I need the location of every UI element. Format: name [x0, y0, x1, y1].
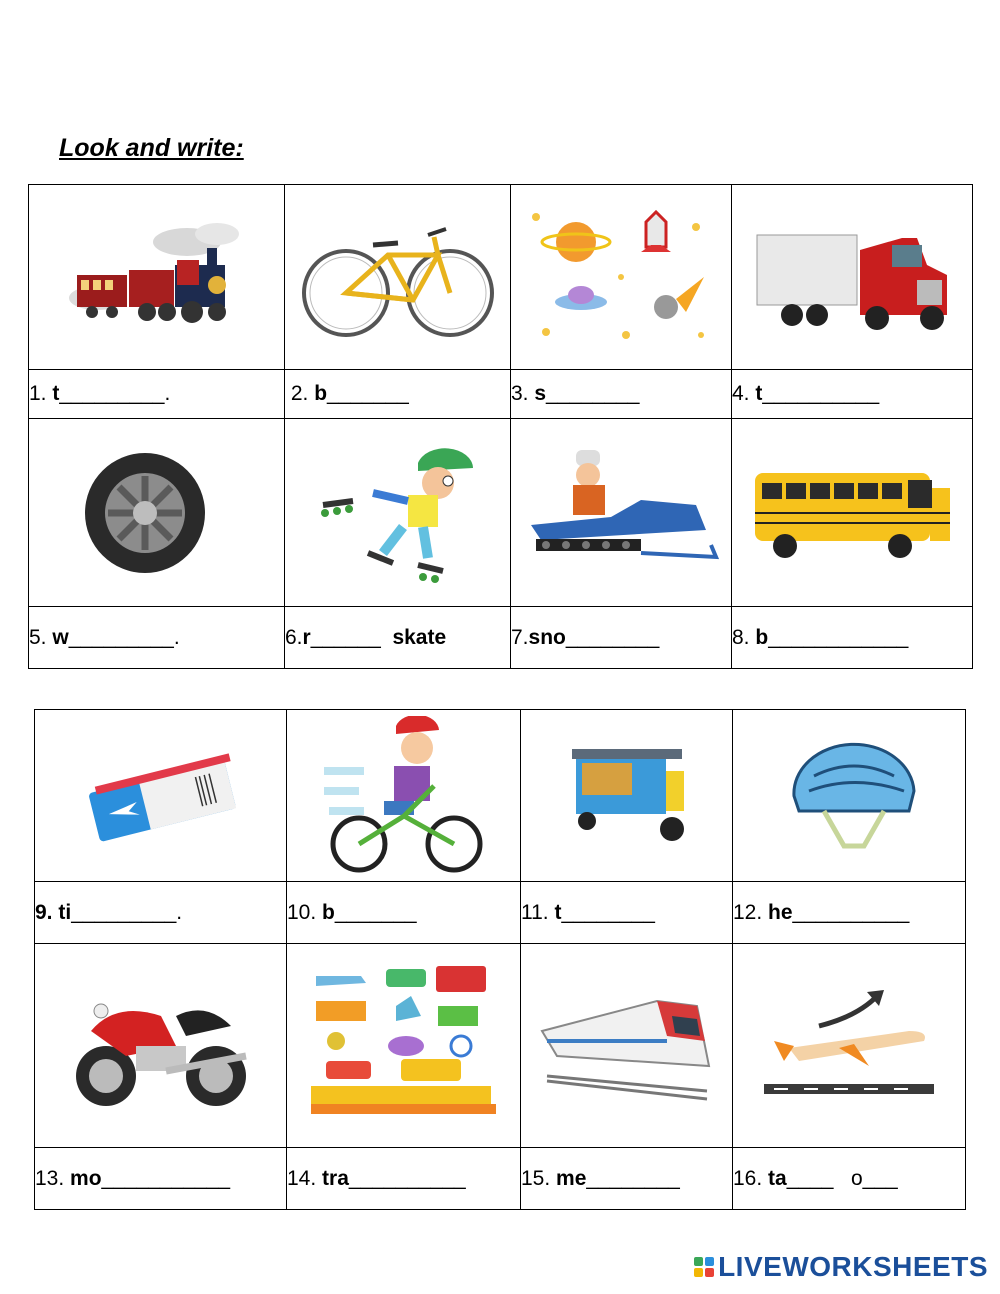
picture-cell-16 [733, 944, 966, 1148]
picture-cell-7 [511, 419, 732, 607]
answer-cell-10[interactable]: 10. b_______ [287, 882, 521, 944]
motorcycle-icon [66, 976, 256, 1116]
answer-cell-1[interactable]: 1. t_________. [29, 370, 285, 419]
answer-cell-11[interactable]: 11. t________ [521, 882, 733, 944]
steam-train-icon [67, 220, 247, 335]
helmet-icon [774, 736, 924, 856]
truck-icon [752, 220, 952, 335]
picture-cell-6 [285, 419, 511, 607]
answer-cell-6[interactable]: 6.r______ skate [285, 607, 511, 669]
brand-name: LIVEWORKSHEETS [718, 1251, 988, 1282]
ticket-icon [81, 741, 241, 851]
picture-cell-15 [521, 944, 733, 1148]
picture-row-2 [29, 419, 973, 607]
school-bus-icon [750, 458, 955, 568]
exercise-table-1 [28, 184, 973, 669]
answer-cell-4[interactable]: 4. t__________ [732, 370, 973, 419]
answer-cell-8[interactable]: 8. b____________ [732, 607, 973, 669]
picture-row-4 [35, 944, 966, 1148]
label-row-3 [35, 882, 966, 944]
worksheet-heading: Look and write: [59, 134, 244, 162]
label-row-4 [35, 1148, 966, 1210]
transport-collage-icon [306, 961, 501, 1131]
snowmobile-icon [521, 445, 721, 580]
answer-cell-5[interactable]: 5. w_________. [29, 607, 285, 669]
answer-cell-3[interactable]: 3. s________ [511, 370, 732, 419]
picture-row-1 [29, 185, 973, 370]
wheel-icon [57, 448, 257, 578]
answer-cell-12[interactable]: 12. he__________ [733, 882, 966, 944]
picture-cell-1 [29, 185, 285, 370]
logo-blocks-icon [694, 1257, 714, 1277]
answer-cell-16[interactable]: 16. ta____ o___ [733, 1148, 966, 1210]
answer-cell-7[interactable]: 7.sno________ [511, 607, 732, 669]
answer-cell-9[interactable]: 9. ti_________. [35, 882, 287, 944]
picture-cell-14 [287, 944, 521, 1148]
picture-cell-11 [521, 710, 733, 882]
picture-cell-2 [285, 185, 511, 370]
answer-cell-13[interactable]: 13. mo___________ [35, 1148, 287, 1210]
answer-cell-2[interactable]: 2. b_______ [285, 370, 511, 419]
child-cycling-icon [324, 716, 484, 876]
metro-train-icon [537, 981, 717, 1111]
exercise-table-2 [34, 709, 966, 1210]
picture-cell-10 [287, 710, 521, 882]
label-row-2 [29, 607, 973, 669]
answer-cell-14[interactable]: 14. tra__________ [287, 1148, 521, 1210]
tuk-tuk-icon [562, 741, 692, 851]
picture-cell-5 [29, 419, 285, 607]
roller-skater-icon [313, 443, 483, 583]
plane-takeoff-icon [759, 986, 939, 1106]
picture-cell-9 [35, 710, 287, 882]
space-icon [526, 207, 716, 347]
picture-cell-4 [732, 185, 973, 370]
liveworksheets-logo[interactable] [694, 1252, 988, 1282]
bicycle-icon [298, 215, 498, 340]
picture-cell-13 [35, 944, 287, 1148]
picture-cell-3 [511, 185, 732, 370]
picture-cell-12 [733, 710, 966, 882]
answer-cell-15[interactable]: 15. me________ [521, 1148, 733, 1210]
picture-cell-8 [732, 419, 973, 607]
label-row-1 [29, 370, 973, 419]
picture-row-3 [35, 710, 966, 882]
